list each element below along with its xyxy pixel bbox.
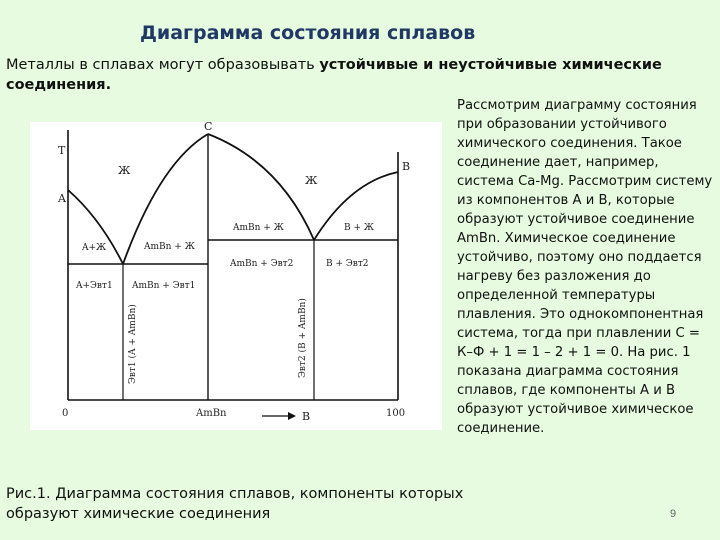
slide-title: Диаграмма состояния сплавов <box>140 22 476 44</box>
intro-prefix: Металлы в сплавах могут образовывать <box>6 57 320 73</box>
arrow-head-icon <box>288 412 296 420</box>
region-a-eut1: A+Эвт1 <box>76 281 113 291</box>
side-description: Рассмотрим диаграмму состояния при образовании устойчивого химического соединения. Такое соединение дает, например, система Ca-Mg. Рассмотрим систему из компонентов A и B, которые образуют устойчивое соединение AmBn. Химическое соединение устойчиво, поэтому оно поддается нагреву без разложения до определенной температуры плавления. Это однокомпонентная система, тогда при плавлении С = К–Ф + 1 = 1 – 2 + 1 = 0. На рис. 1 показана диаграмма состояния сплавов, где компоненты А и В образуют устойчивое химическое соединение. <box>457 98 713 436</box>
region-ambn-eut2: AmBn + Эвт2 <box>230 259 294 269</box>
intro-bold: устойчивые и неустойчивые химические соединения. <box>6 57 662 93</box>
region-b-eut2: B + Эвт2 <box>326 259 369 269</box>
region-liquid-left: Ж <box>118 164 131 177</box>
x-zero-label: 0 <box>62 408 69 419</box>
eutectic-1-label: Эвт1 (A + AmBn) <box>128 304 138 384</box>
phase-diagram <box>30 122 442 430</box>
x-b-label: B <box>302 410 311 423</box>
axis-t-label: T <box>58 144 66 157</box>
region-liquid-right: Ж <box>305 174 318 187</box>
region-ambn-liquid-right: AmBn + Ж <box>233 223 284 233</box>
region-a-liquid: A+Ж <box>82 243 107 253</box>
intro-text <box>6 55 686 95</box>
x-ambn-label: AmBn <box>196 408 227 419</box>
point-a-label: A <box>58 192 66 205</box>
figure-caption: Рис.1. Диаграмма состояния сплавов, компоненты которых образуют химические соединения <box>6 486 464 522</box>
eutectic-2-label: Эвт2 (B + AmBn) <box>298 298 308 378</box>
point-b-label: B <box>402 160 411 173</box>
point-c-label: C <box>204 122 213 133</box>
region-ambn-eut1: AmBn + Эвт1 <box>132 281 196 291</box>
region-ambn-liquid-left: AmBn + Ж <box>144 242 195 252</box>
region-b-liquid: B + Ж <box>344 223 374 233</box>
x-hundred-label: 100 <box>386 408 406 419</box>
phase-diagram-svg <box>30 122 442 430</box>
page-number: 9 <box>670 508 677 520</box>
